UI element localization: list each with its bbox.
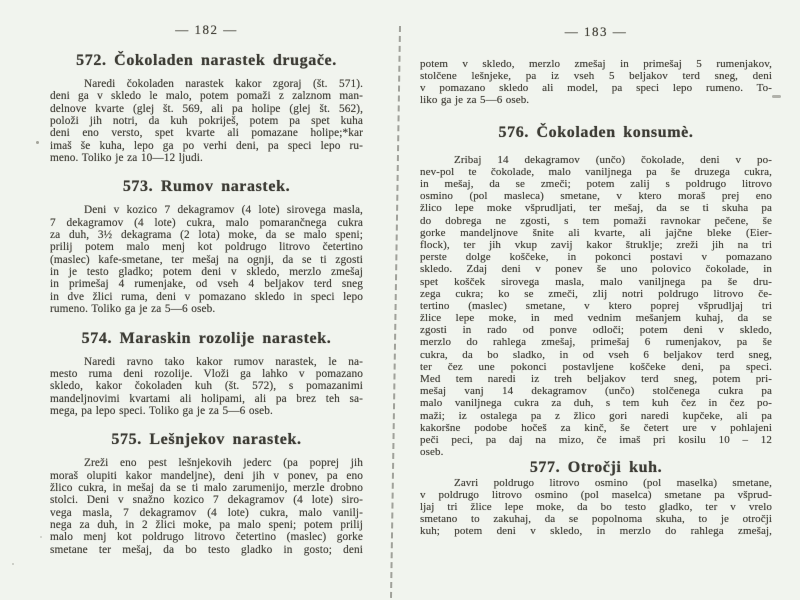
text-line: tertino (maslec) smetane, v ktero poprej všprudljaj tri	[420, 299, 772, 312]
text-line: Zreži eno pest lešnjekovih jederc (pa poprej jih	[84, 457, 363, 470]
recipe-title: 576. Čokoladen konsumè.	[498, 123, 694, 141]
ink-smudge	[772, 95, 781, 98]
text-line: v pomazano skledo ali model, pa speci lepo rumeno. To-	[420, 82, 772, 94]
text-line: Med tem naredi iz treh beljakov terd sneg, potem pri-	[420, 373, 772, 385]
text-line: žlico cukra, in mešaj da se ti malo zarumenijo, merzle drobno	[50, 481, 363, 494]
text-line: flock), ter jih vkup zavij kakor štruklje; zreži jih na tri	[420, 238, 772, 251]
recipe-section	[50, 51, 363, 164]
text-line: smetane ter mešaj, da bo testo gladko in gosto; deni	[50, 543, 363, 556]
text-line: kakoršne podobe hočeš za kinč, še četert ure v pohlajeni	[420, 421, 772, 434]
page-number-right: — 183 —	[564, 24, 628, 39]
text-line: žlice lepe moke, in med vednim mešanjem kuhaj, da se	[420, 312, 772, 325]
text-line: in primešaj 4 rumenjake, od vseh 4 beljakov terd sneg	[50, 278, 363, 291]
recipe-section	[50, 177, 363, 315]
text-line: moraš olupiti kakor mandeljne), deni jih v ponev, pa eno	[50, 469, 363, 482]
text-line: peči peci, pa daj na mizo, če imaš pri kosilu 10 – 12	[420, 433, 772, 446]
recipe-section	[420, 59, 772, 107]
text-line: in dve žlici ruma, deni v pomazano skledo in speci lepo	[50, 290, 363, 303]
text-line: Naredi čokoladen narastek kakor zgoraj (št. 571).	[84, 78, 363, 90]
text-line: gorke mandeljnove šnite ali kvarte, ali jajčne bleke (Eier-	[420, 226, 772, 239]
text-line: mandeljnovimi kvartami ali holipami, ali pa brez teh sa-	[50, 392, 363, 405]
text-line: Deni v kozico 7 dekagramov (4 lote) sirovega masla,	[84, 204, 363, 217]
text-line: Zribaj 14 dekagramov (unčo) čokolade, deni v po-	[454, 153, 772, 166]
text-line: ljaj tri žlice lepe moke, da bo testo gladko, ter v vrelo	[420, 502, 772, 514]
text-line: cukra, da bo sladko, in od vseh 6 beljakov terd sneg,	[420, 348, 772, 361]
recipe-section	[420, 123, 772, 459]
text-line: in je testo gladko; potem deni v skledo, merzlo zmešaj	[50, 266, 363, 279]
text-line: žlico lepe moke všprudljati, ter mešaj, da se ti skuha pa	[420, 202, 772, 215]
recipe-section	[50, 329, 363, 418]
text-line: smetano to zakuhaj, da se popolnoma skuha, to je otročji	[420, 514, 772, 526]
text-line: in mešaj, da se zmeči; potem zalij s poldrugo litrovo	[420, 178, 772, 190]
text-line: položi jih notri, da kuh pokriješ, potem pa spet kuha	[50, 115, 363, 128]
text-line: stolčene lešnjeke, pa iz vseh 5 beljakov terd sneg, deni	[420, 70, 772, 82]
text-line: merzlo do rahlega zmešaj, primešaj 6 rumenjakov, pa še	[420, 336, 772, 349]
recipe-title: 577. Otročji kuh.	[529, 459, 663, 477]
recipe-title: 575. Lešnjekov narastek.	[111, 431, 302, 449]
text-line: mega, pa lepo speci. Toliko ga je za 5—6 oseb.	[50, 404, 273, 417]
text-line: deni ga v skledo le malo, potem pomaži z zalznom man-	[50, 90, 363, 103]
text-line: stolci. Deni v snažno kozico 7 dekagramov (4 lote) siro-	[50, 494, 363, 507]
text-line: mešaj vanj 14 dekagramov (unčo) stolčenega cukra pa	[420, 385, 772, 398]
left-page	[50, 22, 363, 556]
text-line: zgosti in rado od ponve odloči; potem deni v skledo,	[420, 324, 772, 337]
text-line: rumeno. Toliko ga je za 5—6 oseb.	[50, 303, 216, 316]
text-line: malo vaniljnega cukra za duh, s tem kuh čez in čez po-	[420, 397, 772, 410]
text-line: nega za duh, in 2 žlici moke, pa malo speni; potem prilij	[50, 518, 363, 531]
text-line: malo menj kot poldrugo litrovo četertino (maslec) gorke	[50, 531, 363, 544]
text-line: osmino (pol masleca) smetane, v ktero moraš prej eno	[420, 190, 772, 203]
text-line: perste dolge koščeke, in pokonci postavi v pomazano	[420, 251, 772, 264]
recipe-section	[50, 430, 363, 556]
page-number-left: — 182 —	[175, 22, 238, 37]
text-line: skledo, kakor čokoladen kuh (št. 572), s pomazanimi	[50, 380, 363, 393]
recipe-title: 572. Čokoladen narastek drugače.	[76, 52, 337, 69]
text-line: deni eno versto, spet kvarte ali pomazane holipe;*kar	[50, 127, 363, 140]
text-line: Naredi ravno tako kakor rumov narastek, le na-	[84, 355, 363, 368]
text-line: prilij potem malo menj kot poldrugo litrovo četertino	[50, 241, 363, 254]
ink-speck	[36, 141, 39, 144]
text-line: mesto ruma deni rozolije. Vloži ga lahko v pomazano	[50, 367, 363, 380]
text-line: meno. Toliko je za 10—12 ljudi.	[50, 152, 203, 165]
ink-speck	[12, 563, 14, 565]
recipe-title: 574. Maraskin rozolije narastek.	[81, 329, 332, 347]
page-gutter-line	[390, 26, 401, 598]
text-line: skledo. Zdaj deni v ponev še uno polovico čokolade, in	[420, 263, 772, 276]
recipe-section	[420, 458, 772, 538]
text-line: za duh, 3½ dekagrama (2 lota) moke, da se malo speni;	[50, 229, 363, 242]
text-line: nev-pol te čokolade, malo vaniljnega pa še druzega cukra,	[420, 165, 772, 178]
text-line: v poldrugo litrovo osmino (pol maselca) smetane pa všprud-	[420, 490, 772, 502]
text-line: 7 dekagramov (4 lote) cukra, malo pomarančnega cukra	[50, 216, 363, 229]
text-line: kuh; potem deni v skledo, in merzlo do rahlega zmešaj,	[420, 525, 772, 537]
text-line: spet košček sirovega masla, malo vaniljnega pa še dru-	[420, 275, 772, 288]
text-line: maži; iz ostalega pa z žlico gori naredi kupčeke, ali pa	[420, 409, 772, 422]
right-page	[420, 24, 772, 538]
ink-speck	[40, 536, 42, 538]
text-line: delnove kvarte (glej št. 569, ali pa holipe (glej št. 562),	[50, 102, 363, 115]
text-line: do dobrega ne zgosti, s tem pomaži ravnokar pečene, še	[420, 214, 772, 227]
text-line: zega cukra; ko se zmeči, zlij notri poldrugo litrovo če-	[420, 287, 772, 300]
text-line: liko ga je za 5—6 oseb.	[420, 94, 530, 106]
text-line: vega masla, 7 dekagramov (4 lote) cukra, malo vanilj-	[50, 506, 363, 519]
text-line: potem v skledo, merzlo zmešaj in primešaj 5 rumenjakov,	[420, 59, 772, 70]
recipe-title: 573. Rumov narastek.	[122, 178, 291, 196]
text-line: Zavri poldrugo litrovo osmino (pol maselka) smetane,	[454, 478, 772, 490]
text-line: oseb.	[420, 446, 444, 459]
text-line: ter čez une pokonci postavljene koščeke deni, pa speci.	[420, 360, 772, 373]
text-line: (maslec) kafe-smetane, ter mešaj na ognji, da se ti zgosti	[50, 253, 363, 266]
text-line: imaš še kuha, lepo ga po verhi deni, pa speci lepo ru-	[50, 139, 363, 152]
